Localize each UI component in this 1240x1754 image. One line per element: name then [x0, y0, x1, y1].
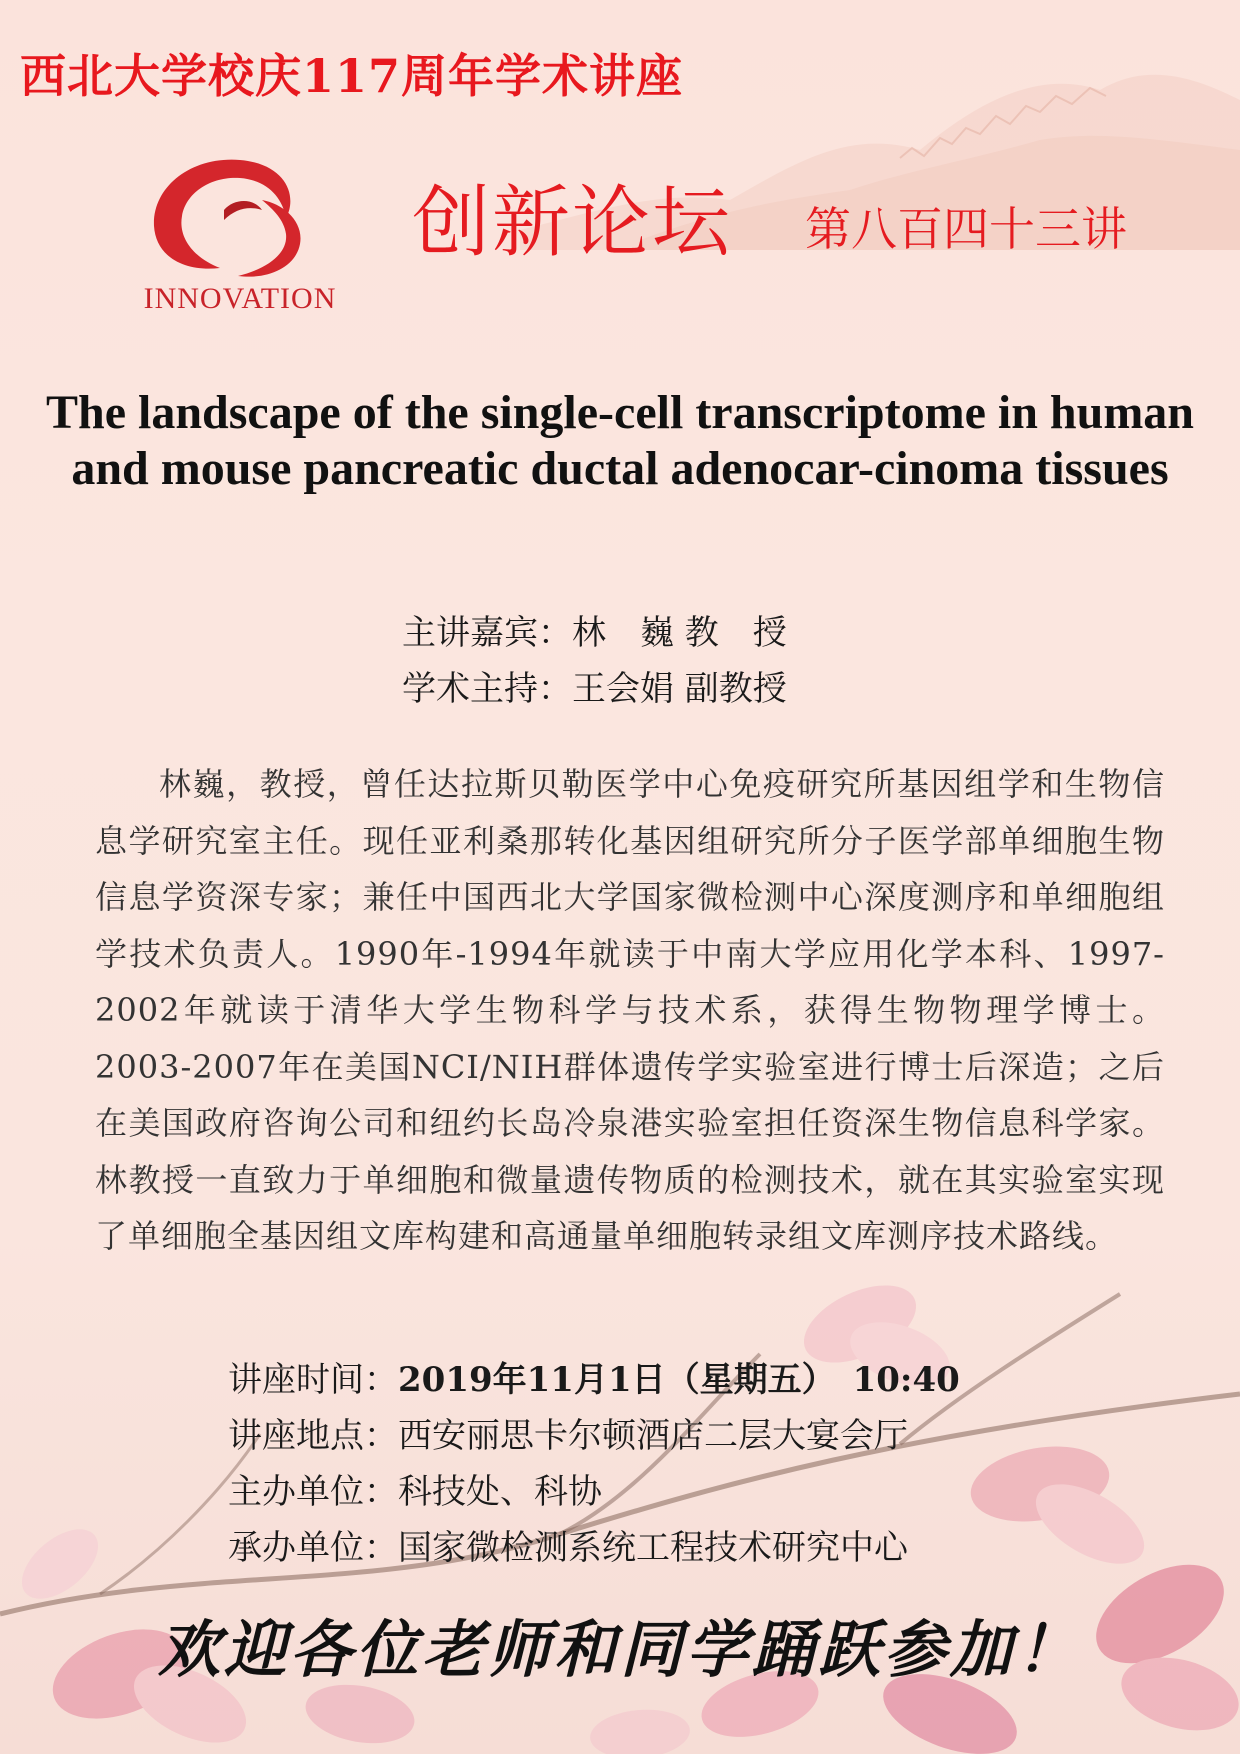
talk-title: The landscape of the single-cell transcriptome in human and mouse pancreatic ductal adenocar-cinoma tissues — [46, 386, 1194, 495]
undertaker-value: 国家微检测系统工程技术研究中心 — [398, 1528, 908, 1568]
speaker-line: 主讲嘉宾：林 巍 教 授 — [402, 613, 787, 653]
logo-text: INNOVATION — [143, 282, 337, 315]
innovation-swirl-icon — [120, 140, 360, 280]
forum-name: 创新论坛 — [412, 178, 733, 268]
lecture-info — [228, 1352, 960, 1576]
place-label: 讲座地点： — [228, 1416, 398, 1456]
people-block — [402, 605, 787, 717]
series-title: 西北大学校庆117周年学术讲座 — [20, 49, 684, 103]
organizer-label: 主办单位： — [228, 1472, 398, 1512]
organizer-row — [228, 1464, 960, 1520]
innovation-logo — [120, 140, 360, 320]
time-row — [228, 1352, 960, 1408]
place-row — [228, 1408, 960, 1464]
organizer-value: 科技处、科协 — [398, 1472, 602, 1512]
time-label: 讲座时间： — [228, 1360, 398, 1400]
host-line: 学术主持：王会娟 副教授 — [402, 669, 787, 709]
speaker-bio: 林巍，教授，曾任达拉斯贝勒医学中心免疫研究所基因组学和生物信息学研究室主任。现任亚利桑那转化基因组研究所分子医学部单细胞生物信息学资深专家；兼任中国西北大学国家微检测中心深度测序和单细胞组学技术负责人。1990年-1994年就读于中南大学应用化学本科、1997-2002年就读于清华大学生物科学与技术系，获得生物物理学博士。2003-2007年在美国NCI/NIH群体遗传学实验室进行博士后深造；之后在美国政府咨询公司和纽约长岛冷泉港实验室担任资深生物信息科学家。林教授一直致力于单细胞和微量遗传物质的检测技术，就在其实验室实现了单细胞全基因组文库构建和高通量单细胞转录组文库测序技术路线。 — [95, 765, 1165, 1255]
welcome-message: 欢迎各位老师和同学踊跃参加！ — [157, 1613, 1082, 1686]
undertaker-row — [228, 1520, 960, 1576]
undertaker-label: 承办单位： — [228, 1528, 398, 1568]
forum-issue: 第八百四十三讲 — [805, 202, 1127, 256]
place-value: 西安丽思卡尔顿酒店二层大宴会厅 — [398, 1416, 908, 1456]
time-value: 2019年11月1日（星期五） 10:40 — [398, 1360, 960, 1400]
